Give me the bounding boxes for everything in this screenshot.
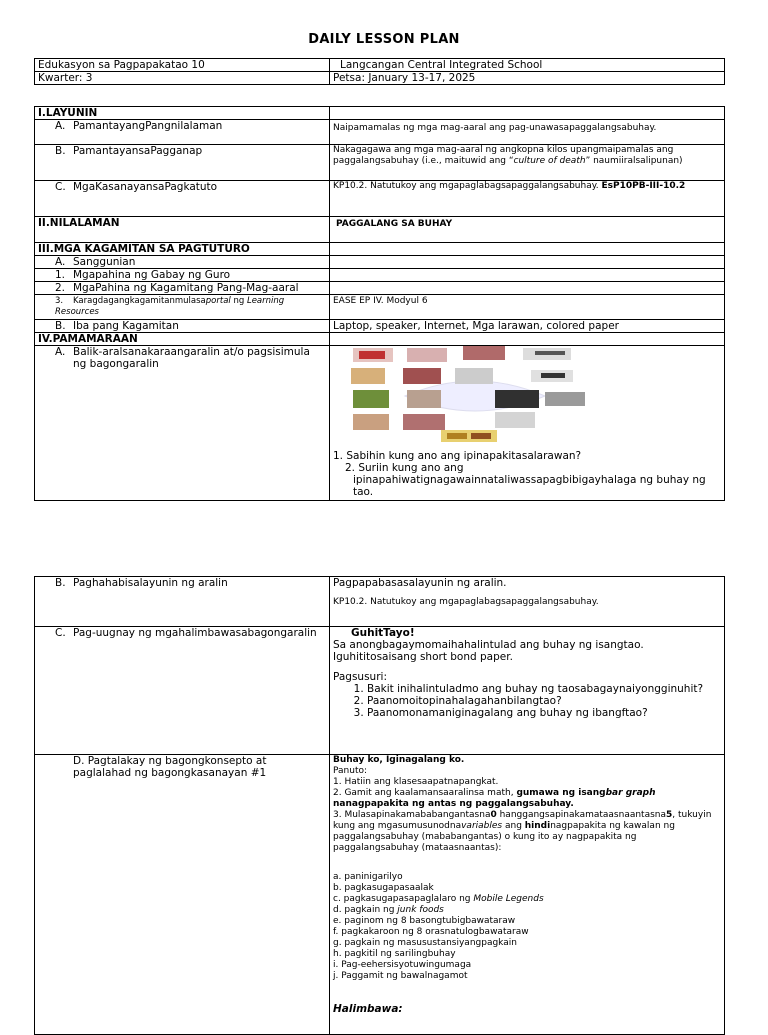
item-number: 3. xyxy=(55,296,64,306)
pag-uugnay-label xyxy=(35,627,330,755)
question-1: 1. Sabihin kung ano ang ipinapakitasalarawan? xyxy=(333,450,582,462)
variable-text: c. pagkasugapasapaglalaro ng xyxy=(333,894,474,904)
variable-text: g. pagkain ng masusustansiyangpagkain xyxy=(333,938,517,948)
school-name: Langcangan Central Integrated School xyxy=(340,59,543,71)
quarter-cell: Kwarter: 3 xyxy=(35,72,330,85)
text-part: hanggangsapinakamataasnaantasna xyxy=(496,810,667,820)
item-letter: A. xyxy=(55,120,66,132)
karagdagang-kagamitan-label xyxy=(35,295,330,320)
variable-text: a. paninigarilyo xyxy=(333,872,403,882)
text-bold: hindi xyxy=(524,821,551,831)
pamantayan-pagganap-value xyxy=(330,145,725,181)
item-title: Balik-aralsanakaraangaralin at/o pagsisimula ng bagongaralin xyxy=(73,346,310,370)
item-title: PamantayangPangnilalaman xyxy=(73,120,223,132)
variable-text: b. pagkasugapasaalak xyxy=(333,883,434,893)
variable-text: d. pagkain ng xyxy=(333,905,398,915)
item-letter: C. xyxy=(55,181,66,193)
item-letter: C. xyxy=(55,627,66,639)
pagsusuri-heading: Pagsusuri: xyxy=(333,671,387,683)
item-title: Sanggunian xyxy=(73,256,136,268)
text-part: nagpapakita ng kawalan ng paggalangsabuhay (mababangantas) o kung ito ay nagpapakita ng paggalangsabuhay (mataasnaantas): xyxy=(333,821,675,853)
variable-item xyxy=(333,960,721,971)
variable-item xyxy=(333,872,721,883)
text-part: KP10.2. Natutukoy ang mgapaglabagsapaggalangsabuhay. xyxy=(333,181,599,191)
lesson-table-2 xyxy=(34,576,725,1035)
guhit-text-2: Iguhititosaisang short bond paper. xyxy=(333,651,513,663)
karagdagang-kagamitan-value: EASE EP IV. Modyul 6 xyxy=(330,295,725,320)
text-part: ang xyxy=(502,821,525,831)
guhit-text-1: Sa anongbagaymomaihahalintulad ang buhay ng isangtao. xyxy=(333,639,644,651)
kasanayan-value xyxy=(330,181,725,217)
text-italic: portal xyxy=(205,296,231,306)
halimbawa-label: Halimbawa: xyxy=(333,1003,403,1015)
item-letter: B. xyxy=(55,577,66,589)
text-part: ng xyxy=(230,296,247,306)
text-part: Karagdagangkagamitanmulasa xyxy=(73,296,206,306)
variable-item xyxy=(333,905,721,916)
empty-cell xyxy=(330,243,725,256)
variable-item xyxy=(333,894,721,905)
page-title: DAILY LESSON PLAN xyxy=(308,32,460,47)
empty-cell xyxy=(330,269,725,282)
variable-text: h. pagkitil ng sarilingbuhay xyxy=(333,949,456,959)
variable-text: f. pagkakaroon ng 8 orasnatulogbawataraw xyxy=(333,927,529,937)
panuto-step-3 xyxy=(333,810,721,854)
item-title: Paghahabisalayunin ng aralin xyxy=(73,577,228,589)
text-bold-italic: bar graph xyxy=(605,788,656,798)
item-title: Pag-uugnay ng mgahalimbawasabagongaralin xyxy=(73,627,317,639)
variable-text: i. Pag-eehersisyotuwingumaga xyxy=(333,960,472,970)
text-italic: Learning Resources xyxy=(55,296,285,317)
gabay-guro-label xyxy=(35,269,330,282)
variable-item xyxy=(333,883,721,894)
variables-list xyxy=(333,872,721,982)
text-part: ” naumiiralsalipunan) xyxy=(585,156,683,166)
paghahabi-value xyxy=(330,577,725,627)
item-letter: A. xyxy=(55,256,66,268)
variable-italic: junk foods xyxy=(397,905,444,915)
pamantayang-pangnilalaman-value: Naipamamalas ng mga mag-aaral ang pag-unawasapaggalangsabuhay. xyxy=(330,120,725,145)
item-letter: A. xyxy=(55,346,66,358)
collage-image xyxy=(345,346,605,444)
competency-code: EsP10PB-III-10.2 xyxy=(601,181,686,191)
variable-italic: Mobile Legends xyxy=(473,894,544,904)
variable-item xyxy=(333,971,721,982)
iba-kagamitan-label xyxy=(35,320,330,333)
lesson-table-1 xyxy=(34,106,725,501)
variable-text: e. paginom ng 8 basongtubigbawataraw xyxy=(333,916,516,926)
date-cell: Petsa: January 13-17, 2025 xyxy=(330,72,725,85)
item-number: 1. xyxy=(55,269,66,281)
text-bold: 0 xyxy=(490,810,497,820)
pamantayang-pangnilalaman-label xyxy=(35,120,330,145)
empty-cell xyxy=(330,282,725,295)
iba-kagamitan-value: Laptop, speaker, Internet, Mga larawan, colored paper xyxy=(330,320,725,333)
paghahabi-competency: KP10.2. Natutukoy ang mgapaglabagsapaggalangsabuhay. xyxy=(333,597,599,607)
text-bold: gumawa ng isang xyxy=(516,788,606,798)
item-letter: B. xyxy=(55,145,66,157)
school-cell xyxy=(330,59,725,72)
variable-text: j. Paggamit ng bawalnagamot xyxy=(333,971,468,981)
balik-aral-label xyxy=(35,346,330,501)
pagtalakay-value xyxy=(330,755,725,1035)
item-letter: B. xyxy=(55,320,66,332)
text-italic: culture of death xyxy=(513,156,586,166)
pag-uugnay-value xyxy=(330,627,725,755)
buhay-ko-heading: Buhay ko, Iginagalang ko. xyxy=(333,755,465,765)
text-part: , tukuyin kung ang mgasumusunodna xyxy=(333,810,712,831)
balik-aral-value xyxy=(330,346,725,501)
subject-cell: Edukasyon sa Pagpapakatao 10 xyxy=(35,59,330,72)
pagsusuri-item: 1. Bakit inihalintuladmo ang buhay ng taosabagaynaiyongginuhit? xyxy=(367,683,721,695)
panuto-step-1: 1. Hatiin ang klasesaapatnapangkat. xyxy=(333,777,499,787)
variable-item xyxy=(333,949,721,960)
variable-item xyxy=(333,916,721,927)
text-bold: nanagpapakita ng antas ng paggalangsabuhay. xyxy=(333,799,574,809)
item-title: MgaKasanayansaPagkatuto xyxy=(73,181,218,193)
item-title: Mgapahina ng Gabay ng Guro xyxy=(73,269,231,281)
pagsusuri-item: 2. Paanomoitopinahalagahanbilangtao? xyxy=(367,695,721,707)
pamantayan-pagganap-label xyxy=(35,145,330,181)
text-bold: 5 xyxy=(666,810,673,820)
nilalaman-value: PAGGALANG SA BUHAY xyxy=(330,217,725,243)
kasanayan-label xyxy=(35,181,330,217)
guhit-tayo-heading: GuhitTayo! xyxy=(351,627,415,639)
layunin-heading: I.LAYUNIN xyxy=(35,107,330,120)
variable-item xyxy=(333,938,721,949)
item-title: PamantayansaPagganap xyxy=(73,145,203,157)
item-title: Iba pang Kagamitan xyxy=(73,320,179,332)
panuto-step-2 xyxy=(333,788,721,810)
pamamaraan-heading: IV.PAMAMARAAN xyxy=(35,333,330,346)
text-part: 2. Gamit ang kaalamansaaralinsa math, xyxy=(333,788,514,798)
kagamitang-mag-aaral-label xyxy=(35,282,330,295)
header-table xyxy=(34,58,725,85)
item-title: D. Pagtalakay ng bagongkonsepto at paglalahad ng bagongkasanayan #1 xyxy=(73,755,267,779)
kagamitan-heading: III.MGA KAGAMITAN SA PAGTUTURO xyxy=(35,243,330,256)
pagsusuri-item: 3. Paanomonamaniginagalang ang buhay ng ibangftao? xyxy=(367,707,721,719)
item-title: MgaPahina ng Kagamitang Pang-Mag-aaral xyxy=(73,282,299,294)
text-part: Nakagagawa ang mga mag-aaral ng angkopna kilos upangmaipamalas ang paggalangsabuhay (i.e., maituwid ang “ xyxy=(333,145,674,166)
item-number: 2. xyxy=(55,282,66,294)
empty-cell xyxy=(330,256,725,269)
text-part: 3. Mulasapinakamababangantasna xyxy=(333,810,491,820)
empty-cell xyxy=(330,107,725,120)
question-2: 2. Suriin kung ano ang ipinapahiwatignagawainnataliwassapagbibigayhalaga ng buhay ng tao. xyxy=(345,462,706,498)
variable-item xyxy=(333,927,721,938)
empty-cell xyxy=(330,333,725,346)
nilalaman-heading: II.NILALAMAN xyxy=(35,217,330,243)
paghahabi-text: Pagpapabasasalayunin ng aralin. xyxy=(333,577,507,589)
panuto-label: Panuto: xyxy=(333,766,368,776)
paghahabi-label xyxy=(35,577,330,627)
text-italic: variables xyxy=(461,821,503,831)
sanggunian-label xyxy=(35,256,330,269)
pagtalakay-label xyxy=(35,755,330,1035)
